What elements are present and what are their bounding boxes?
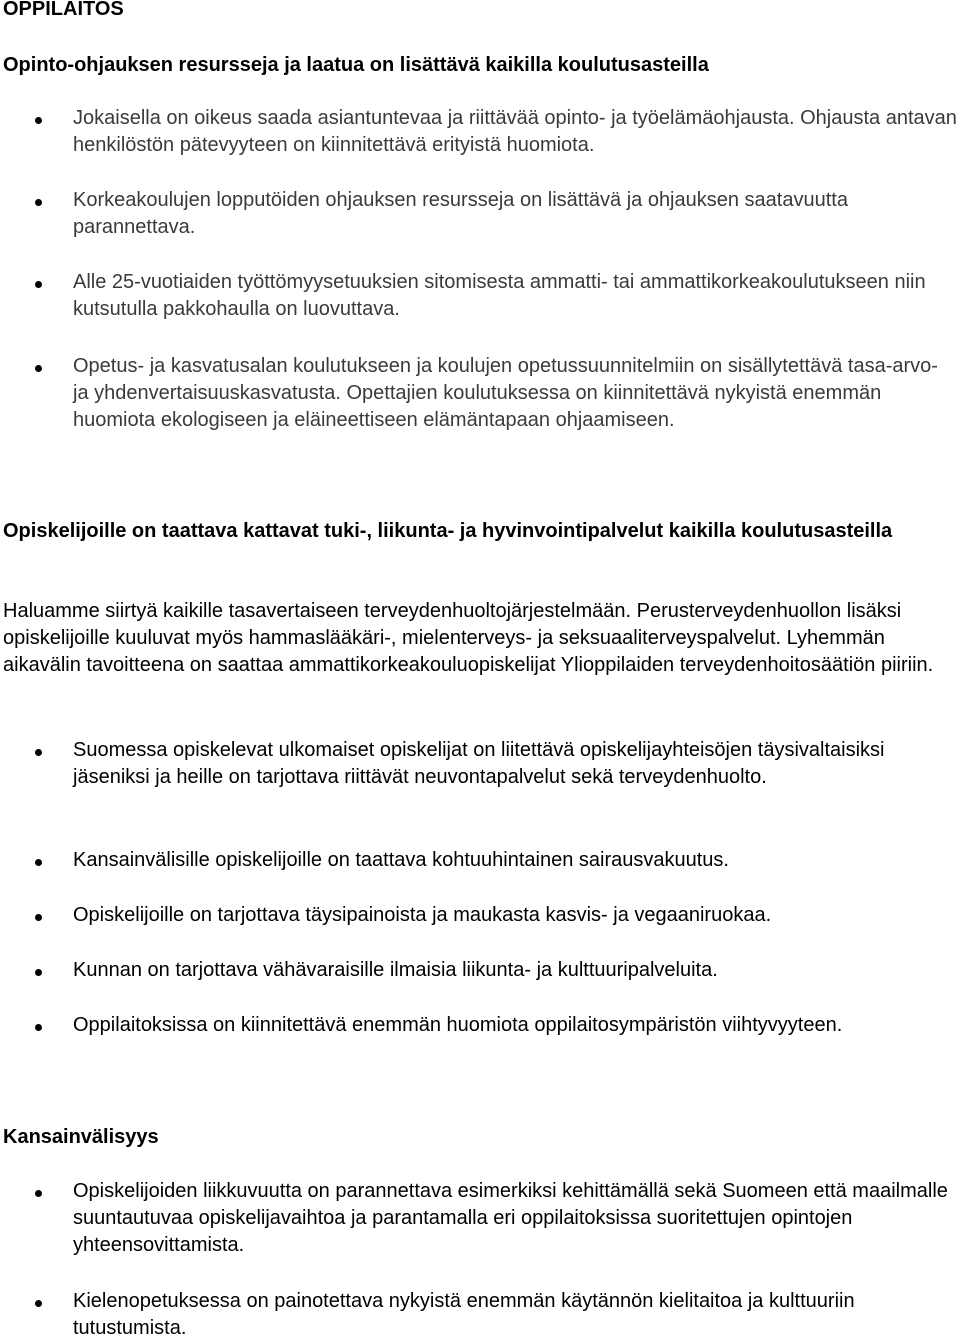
- bullet-icon: [35, 914, 42, 921]
- list-item: Opetus- ja kasvatusalan koulutukseen ja koulujen opetussuunnitelmiin on sisällytettävä tasa-arvo- ja yhdenvertaisuuskasvatusta. Opettajien koulutuksessa on kiinnitettävä nykyistä enemmän huomiota ekologiseen ja eläineettiseen elämäntapaan ohjaamiseen.: [73, 355, 938, 432]
- bullet-icon: [35, 117, 42, 124]
- bullet-icon: [35, 1190, 42, 1197]
- list-item: Kielenopetuksessa on painotettava nykyistä enemmän käytännön kielitaitoa ja kulttuuriin tutustumista.: [73, 1290, 855, 1340]
- list-item: Alle 25-vuotiaiden työttömyysetuuksien sitomisesta ammatti- tai ammattikorkeakoulutukseen niin kutsutulla pakkohaulla on luovuttava.: [73, 271, 926, 321]
- list-item: Opiskelijoille on tarjottava täysipainoista ja maukasta kasvis- ja vegaaniruokaa.: [73, 904, 772, 926]
- body-paragraph: Haluamme siirtyä kaikille tasavertaiseen terveydenhuoltojärjestelmään. Perusterveydenhuollon lisäksi opiskelijoille kuuluvat myös hammaslääkäri-, mielenterveys- ja seksuaaliterveyspalvelut. Lyhemmän aikavälin tavoitteena on saattaa ammattikorkeakouluopiskelijat Ylioppilaiden terveydenhoitosäätiön piiriin.: [3, 600, 934, 677]
- bullet-icon: [35, 1300, 42, 1307]
- bullet-icon: [35, 1024, 42, 1031]
- list-item: Korkeakoulujen lopputöiden ohjauksen resursseja on lisättävä ja ohjauksen saatavuutta parannettava.: [73, 189, 848, 239]
- list-item: Suomessa opiskelevat ulkomaiset opiskelijat on liitettävä opiskelijayhteisöjen täysivaltaisiksi jäseniksi ja heille on tarjottava riittävät neuvontapalvelut sekä terveydenhuolto.: [73, 739, 885, 789]
- list-item: Kansainvälisille opiskelijoille on taattava kohtuuhintainen sairausvakuutus.: [73, 849, 729, 871]
- bullet-icon: [35, 199, 42, 206]
- section-title-opinto-ohjaus: Opinto-ohjauksen resursseja ja laatua on lisättävä kaikilla koulutusasteilla: [3, 54, 709, 76]
- bullet-icon: [35, 749, 42, 756]
- bullet-icon: [35, 365, 42, 372]
- section-title-kansainvalisyys: Kansainvälisyys: [3, 1126, 159, 1148]
- bullet-icon: [35, 969, 42, 976]
- list-item: Oppilaitoksissa on kiinnitettävä enemmän huomiota oppilaitosympäristön viihtyvyyteen.: [73, 1014, 843, 1036]
- list-item: Kunnan on tarjottava vähävaraisille ilmaisia liikunta- ja kulttuuripalveluita.: [73, 959, 718, 981]
- section-title-oppilaitos: OPPILAITOS: [3, 0, 124, 20]
- bullet-icon: [35, 281, 42, 288]
- list-item: Opiskelijoiden liikkuvuutta on parannettava esimerkiksi kehittämällä sekä Suomeen että maailmalle suuntautuvaa opiskelijavaihtoa ja parantamalla eri oppilaitoksissa suoritettujen opintojen yhteensovittamista.: [73, 1180, 948, 1257]
- list-item: Jokaisella on oikeus saada asiantuntevaa ja riittävää opinto- ja työelämäohjausta. Ohjausta antavan henkilöstön pätevyyteen on kiinnitettävä erityistä huomiota.: [73, 107, 957, 157]
- section-title-opiskelijapalvelut: Opiskelijoille on taattava kattavat tuki-, liikunta- ja hyvinvointipalvelut kaikilla koulutusasteilla: [3, 520, 893, 542]
- bullet-icon: [35, 859, 42, 866]
